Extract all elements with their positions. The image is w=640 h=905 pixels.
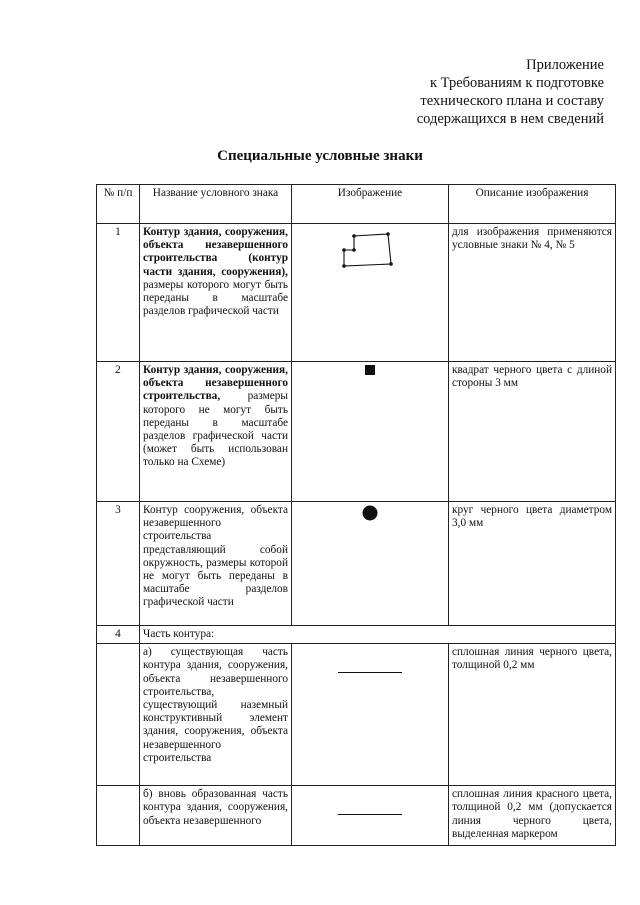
row-image	[292, 502, 449, 626]
row-image	[292, 224, 449, 362]
page-title: Специальные условные знаки	[217, 148, 423, 164]
row-name-rest: размеры которого могут быть переданы в масштабе разделов графической части	[143, 278, 288, 318]
appendix-line: к Требованиям к подготовке	[429, 75, 604, 91]
header-name: Название условного знака	[140, 185, 292, 224]
row-section-title: Часть контура:	[140, 626, 616, 644]
row-name	[140, 224, 292, 362]
table-row	[97, 224, 616, 362]
appendix-line: содержащихся в нем сведений	[416, 111, 604, 127]
row-num-empty	[97, 644, 140, 786]
row-desc: круг черного цвета диаметром 3,0 мм	[449, 502, 616, 626]
table-row	[97, 644, 616, 786]
row-name-bold: Контур здания, сооружения, объекта незавершенного строительства (контур части здания, сооружения),	[143, 226, 288, 278]
black-square-icon	[364, 364, 376, 376]
table-header-row	[97, 185, 616, 224]
appendix-header	[417, 56, 604, 128]
appendix-line: технического плана и составу	[420, 93, 604, 109]
solid-black-line-icon	[338, 672, 402, 673]
row-desc: для изображения применяются условные знаки № 4, № 5	[449, 224, 616, 362]
row-name-bold: Контур здания, сооружения, объекта незавершенного строительства,	[143, 364, 288, 403]
row-image	[292, 786, 449, 846]
row-desc: сплошная линия черного цвета, толщиной 0,2 мм	[449, 644, 616, 786]
table-row	[97, 502, 616, 626]
row-desc: квадрат черного цвета с длиной стороны 3 мм	[449, 362, 616, 502]
appendix-line: Приложение	[526, 57, 604, 73]
row-num: 4	[97, 626, 140, 644]
row-name	[140, 362, 292, 502]
row-name-rest: размеры которого не могут быть переданы в масштабе разделов графической части (может быть использован только на Схеме)	[143, 390, 288, 469]
black-circle-icon	[361, 504, 379, 522]
row-num: 2	[97, 362, 140, 502]
header-desc: Описание изображения	[449, 185, 616, 224]
solid-red-line-icon	[338, 814, 402, 815]
header-num: № п/п	[97, 185, 140, 224]
row-num-empty	[97, 786, 140, 846]
row-name: б) вновь образованная часть контура здания, сооружения, объекта незавершенного	[140, 786, 292, 846]
symbols-table	[96, 184, 616, 846]
polygon-contour-icon	[340, 226, 400, 274]
row-name: Контур сооружения, объекта незавершенного строительства представляющий собой окружность, размеры которой не могут быть переданы в масштабе разделов графической части	[140, 502, 292, 626]
row-image	[292, 362, 449, 502]
header-image: Изображение	[292, 185, 449, 224]
row-image	[292, 644, 449, 786]
table-row	[97, 626, 616, 644]
row-desc: сплошная линия красного цвета, толщиной 0,2 мм (допускается линия черного цвета, выделенная маркером	[449, 786, 616, 846]
table-row	[97, 786, 616, 846]
row-num: 3	[97, 502, 140, 626]
row-name: а) существующая часть контура здания, сооружения, объекта незавершенного строительства, существующий наземный конструктивный элемент здания, сооружения, объекта незавершенного строительства	[140, 644, 292, 786]
row-num: 1	[97, 224, 140, 362]
table-row	[97, 362, 616, 502]
